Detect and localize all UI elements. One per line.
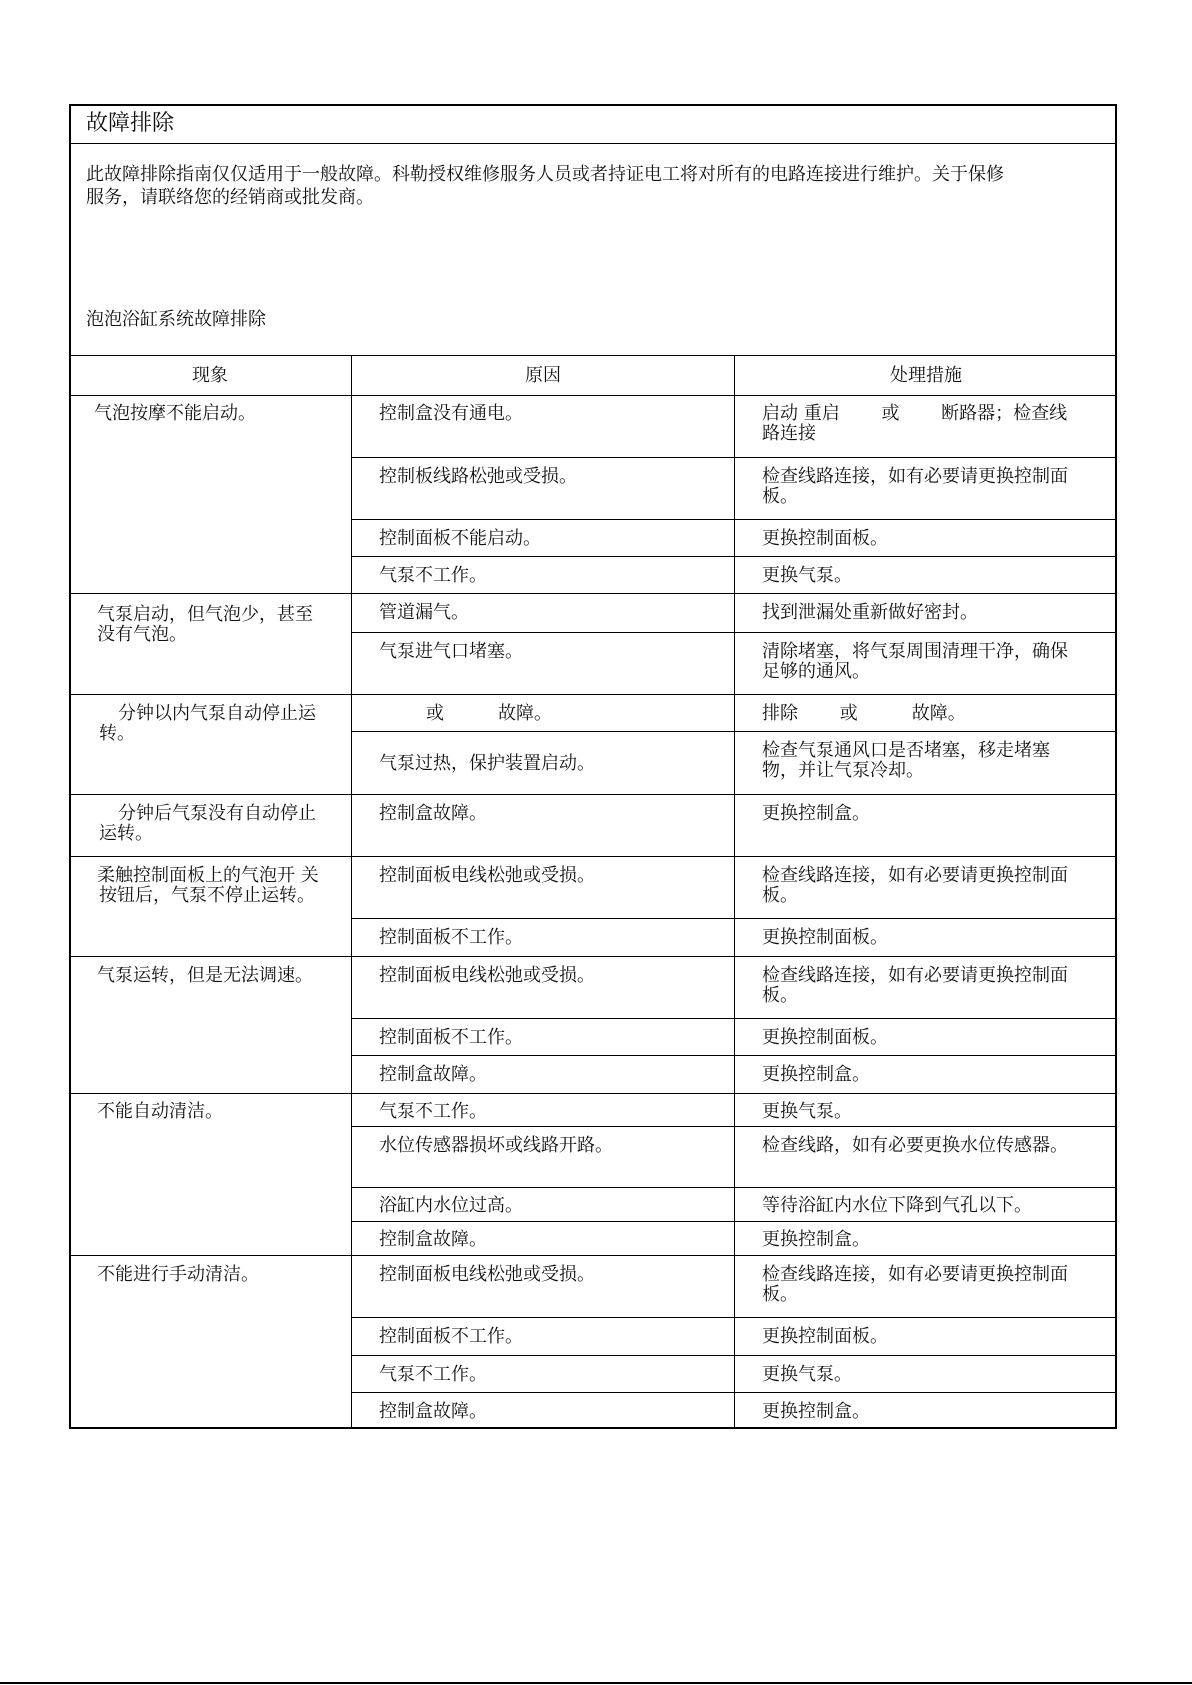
remedy-text: 排除 或 故障。 (762, 703, 966, 724)
header-bottom-border (69, 395, 1117, 396)
remedy-text: 检查气泵通风口是否堵塞，移走堵塞 (762, 740, 1050, 761)
cause-text: 气泵过热，保护装置启动。 (379, 753, 595, 774)
remedy-text: 更换气泵。 (762, 1101, 852, 1122)
cause-text: 或 故障。 (426, 703, 552, 724)
row-border (351, 556, 1117, 557)
row-border (351, 1187, 1117, 1188)
table-top-border (69, 355, 1117, 356)
cause-text: 控制面板电线松弛或受损。 (379, 865, 595, 886)
cause-text: 控制面板不工作。 (379, 927, 523, 948)
symptom-text: 不能进行手动清洁。 (97, 1264, 259, 1285)
page-bottom-edge (0, 1682, 1192, 1684)
group-border (69, 794, 1117, 795)
remedy-text: 板。 (762, 985, 798, 1006)
row-border (351, 632, 1117, 633)
remedy-text: 路连接 (762, 423, 816, 444)
row-border (351, 519, 1117, 520)
group-border (69, 1255, 1117, 1256)
group-border (69, 1093, 1117, 1094)
remedy-text: 找到泄漏处重新做好密封。 (762, 602, 978, 623)
remedy-text: 更换控制盒。 (762, 1401, 870, 1422)
group-border (69, 956, 1117, 957)
symptom-text: 气泡按摩不能启动。 (94, 403, 256, 424)
remedy-text: 板。 (762, 1284, 798, 1305)
row-border (351, 1055, 1117, 1056)
remedy-text: 更换控制面板。 (762, 1326, 888, 1347)
cause-text: 水位传感器损坏或线路开路。 (379, 1135, 613, 1156)
row-border (351, 1355, 1117, 1356)
cause-text: 气泵不工作。 (379, 565, 487, 586)
intro-line-1: 此故障排除指南仅仅适用于一般故障。科勒授权维修服务人员或者持证电工将对所有的电路连接进行维护。关于保修 (86, 164, 1004, 185)
remedy-text: 更换控制盒。 (762, 1064, 870, 1085)
remedy-text: 更换控制面板。 (762, 927, 888, 948)
symptom-text: 柔触控制面板上的气泡开 关 (97, 865, 319, 886)
group-border (69, 856, 1117, 857)
cause-text: 浴缸内水位过高。 (379, 1195, 523, 1216)
cause-text: 控制盒故障。 (379, 1401, 487, 1422)
remedy-text: 检查线路连接，如有必要请更换控制面 (762, 865, 1068, 886)
symptom-text: 没有气泡。 (97, 624, 187, 645)
remedy-text: 更换控制盒。 (762, 1229, 870, 1250)
symptom-text: 气泵运转，但是无法调速。 (97, 965, 313, 986)
header-cause: 原因 (525, 365, 561, 386)
remedy-text: 更换气泵。 (762, 565, 852, 586)
title-divider (69, 143, 1117, 144)
group-border (69, 694, 1117, 695)
remedy-text: 启动 重启 或 断路器；检查线 (762, 403, 1068, 424)
remedy-text: 检查线路连接，如有必要请更换控制面 (762, 466, 1068, 487)
symptom-text: 分钟以内气泵自动停止运 (118, 703, 316, 724)
cause-text: 控制盒故障。 (379, 1064, 487, 1085)
symptom-text: 转。 (99, 723, 135, 744)
row-border (351, 1126, 1117, 1127)
symptom-text: 分钟后气泵没有自动停止 (118, 803, 316, 824)
cause-text: 气泵进气口堵塞。 (379, 641, 523, 662)
cause-text: 控制面板不能启动。 (379, 528, 541, 549)
row-border (351, 731, 1117, 732)
cause-text: 气泵不工作。 (379, 1101, 487, 1122)
header-symptom: 现象 (192, 365, 228, 386)
remedy-text: 更换控制面板。 (762, 528, 888, 549)
row-border (351, 1221, 1117, 1222)
symptom-text: 气泵启动，但气泡少，甚至 (97, 604, 313, 625)
remedy-text: 等待浴缸内水位下降到气孔以下。 (762, 1195, 1032, 1216)
remedy-text: 更换控制盒。 (762, 803, 870, 824)
cause-text: 控制面板电线松弛或受损。 (379, 965, 595, 986)
cause-text: 控制盒故障。 (379, 1229, 487, 1250)
symptom-text: 不能自动清洁。 (97, 1101, 223, 1122)
remedy-text: 板。 (762, 486, 798, 507)
cause-text: 控制盒没有通电。 (379, 403, 523, 424)
cause-text: 控制板线路松弛或受损。 (379, 466, 577, 487)
cause-text: 控制面板不工作。 (379, 1027, 523, 1048)
row-border (351, 1317, 1117, 1318)
section-title: 泡泡浴缸系统故障排除 (86, 309, 266, 330)
remedy-text: 物，并让气泵冷却。 (762, 760, 924, 781)
remedy-text: 足够的通风。 (762, 661, 870, 682)
symptom-text: 按钮后，气泵不停止运转。 (99, 885, 315, 906)
remedy-text: 检查线路，如有必要更换水位传感器。 (762, 1135, 1068, 1156)
remedy-text: 检查线路连接，如有必要请更换控制面 (762, 965, 1068, 986)
column-divider-1 (351, 355, 352, 1429)
row-border (351, 1018, 1117, 1019)
cause-text: 控制盒故障。 (379, 803, 487, 824)
cause-text: 控制面板不工作。 (379, 1326, 523, 1347)
row-border (351, 918, 1117, 919)
cause-text: 气泵不工作。 (379, 1364, 487, 1385)
intro-line-2: 服务，请联络您的经销商或批发商。 (86, 187, 374, 208)
header-remedy: 处理措施 (890, 365, 962, 386)
group-border (69, 593, 1117, 594)
row-border (351, 457, 1117, 458)
column-divider-2 (734, 355, 735, 1429)
symptom-text: 运转。 (99, 823, 153, 844)
cause-text: 控制面板电线松弛或受损。 (379, 1264, 595, 1285)
row-border (351, 1392, 1117, 1393)
cause-text: 管道漏气。 (379, 602, 469, 623)
page-title: 故障排除 (86, 111, 175, 136)
remedy-text: 更换控制面板。 (762, 1027, 888, 1048)
remedy-text: 更换气泵。 (762, 1364, 852, 1385)
remedy-text: 板。 (762, 885, 798, 906)
remedy-text: 清除堵塞，将气泵周围清理干净，确保 (762, 641, 1068, 662)
remedy-text: 检查线路连接，如有必要请更换控制面 (762, 1264, 1068, 1285)
